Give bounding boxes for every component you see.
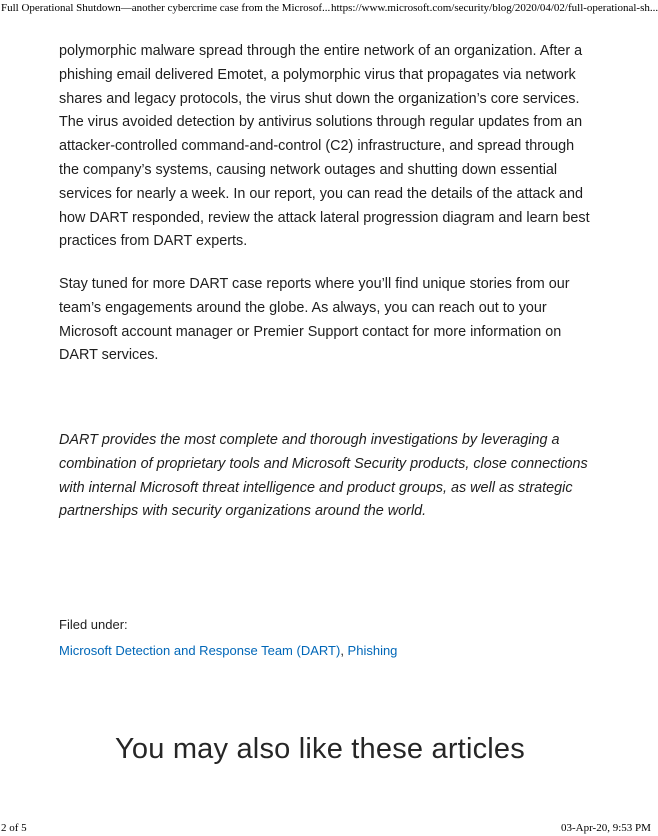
tag-separator: ,	[340, 643, 348, 658]
tag-link-phishing[interactable]: Phishing	[347, 643, 398, 658]
filed-under-tags	[59, 643, 397, 658]
print-header-url: https://www.microsoft.com/security/blog/2020/04/02/full-operational-sh...	[331, 2, 658, 14]
filed-under-label: Filed under:	[59, 617, 128, 632]
article-paragraph-italic: DART provides the most complete and thorough investigations by leveraging a combination of proprietary tools and Microsoft Security products, close connections with internal Microsoft threat intelligence and product groups, as well as strategic partnerships with security organizations around the world.	[59, 432, 588, 520]
article-paragraph-1: polymorphic malware spread through the entire network of an organization. After a phishing email delivered Emotet, a polymorphic virus that propagates via network shares and legacy protocols, the virus shut down the organization’s core services. The virus avoided detection by antivirus solutions through regular updates from an attacker-controlled command-and-control (C2) infrastructure, and spread through the company’s systems, causing network outages and shutting down essential services for nearly a week. In our report, you can read the details of the attack and how DART responded, review the attack lateral progression diagram and learn best practices from DART experts.	[59, 43, 590, 250]
print-footer	[0, 822, 651, 836]
tag-link-dart[interactable]: Microsoft Detection and Response Team (DART)	[59, 643, 341, 658]
print-header-title: Full Operational Shutdown—another cybercrime case from the Microsof...	[1, 2, 331, 14]
article-paragraph-2: Stay tuned for more DART case reports where you’ll find unique stories from our team’s engagements around the globe. As always, you can reach out to your Microsoft account manager or Premier Support contact for more information on DART services.	[59, 276, 570, 364]
page-number: 2 of 5	[1, 822, 27, 834]
print-header	[0, 0, 658, 18]
related-articles-heading: You may also like these articles	[115, 733, 525, 765]
print-datetime: 03-Apr-20, 9:53 PM	[561, 822, 651, 834]
